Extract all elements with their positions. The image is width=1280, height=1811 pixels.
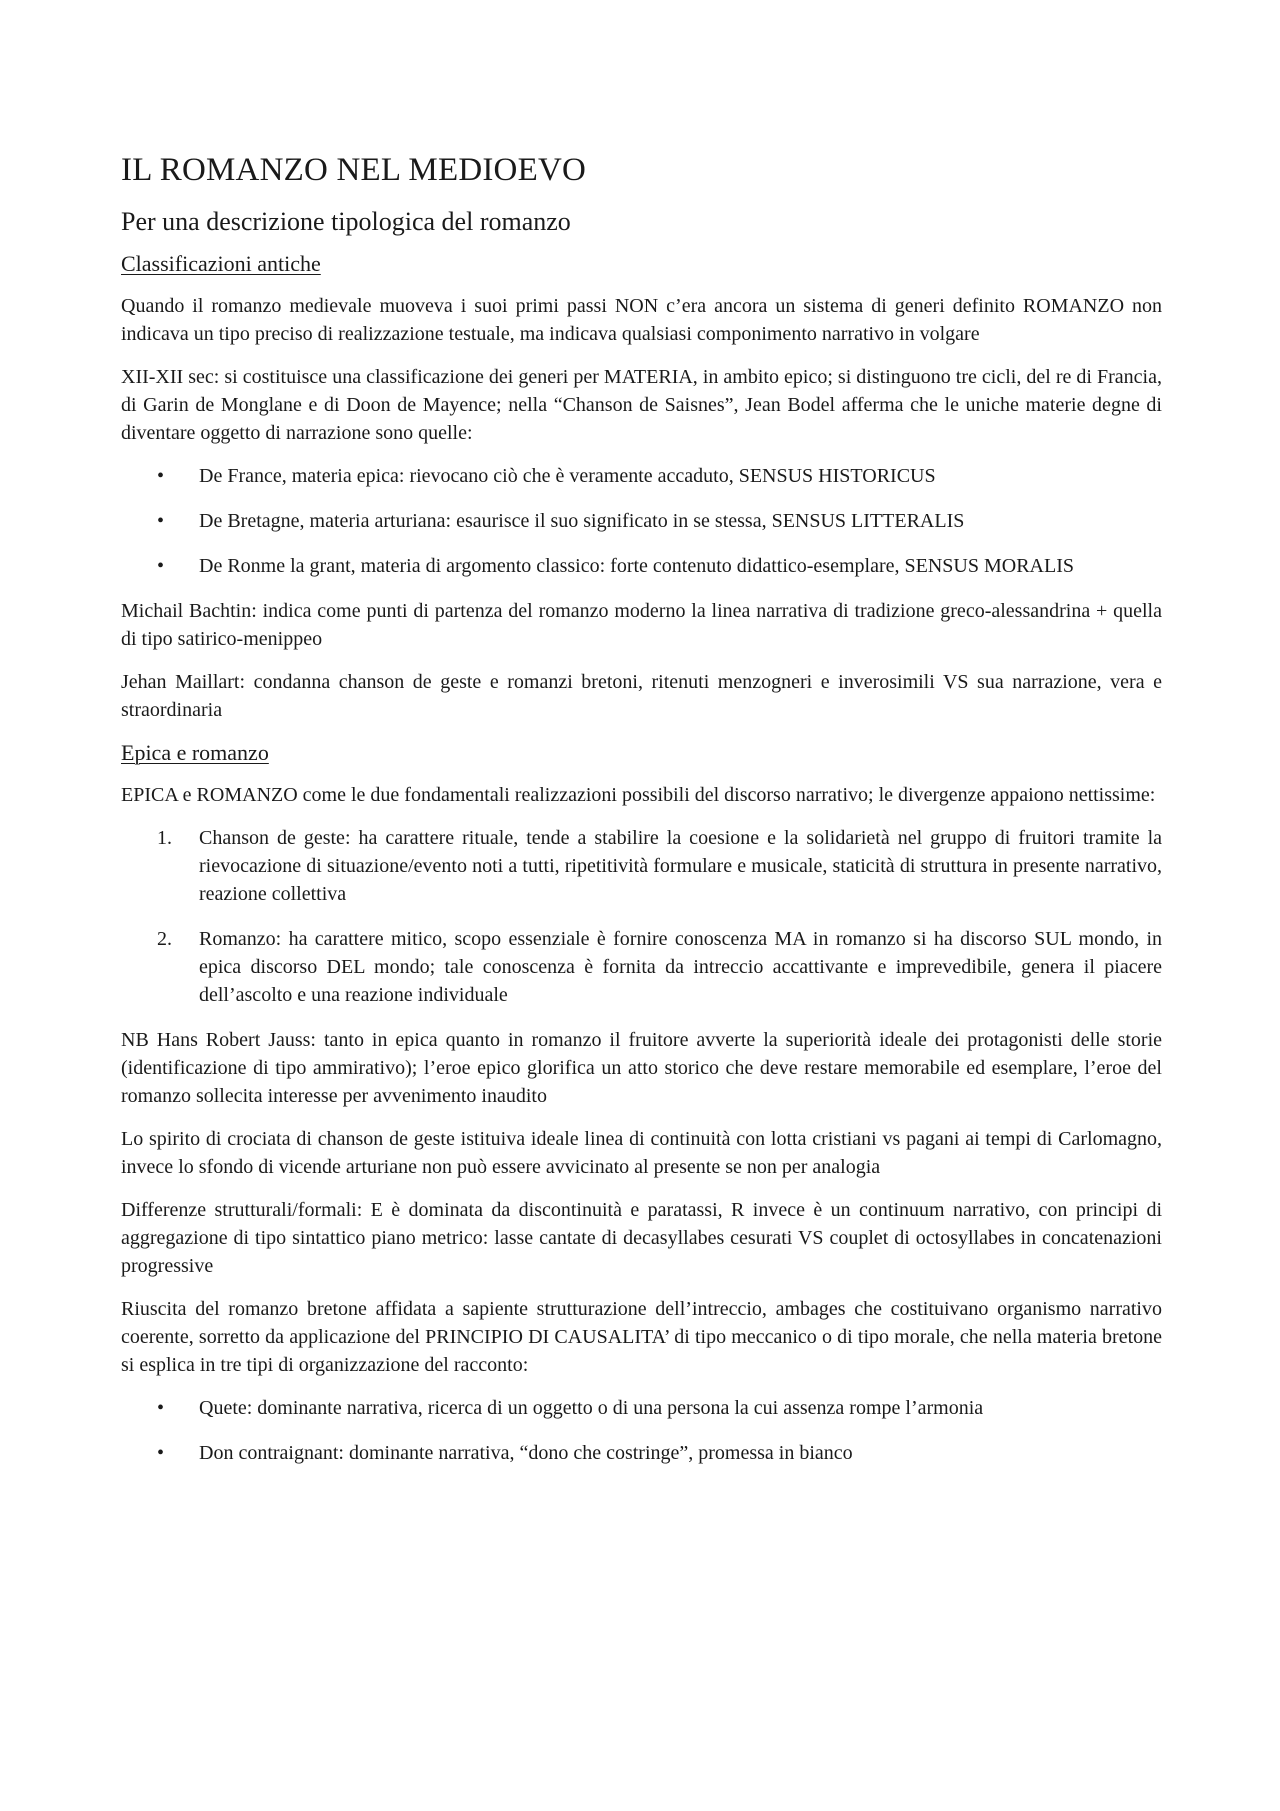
list-item [121,552,1162,580]
bullet-marker: • [157,1442,165,1464]
list-item [121,1439,1162,1467]
list-item-text: Romanzo: ha carattere mitico, scopo essenziale è fornire conoscenza MA in romanzo si ha discorso SUL mondo, in epica discorso DEL mondo; tale conoscenza è fornita da intreccio accattivante e imprevedibile, genera il piacere dell’ascolto e una reazione individuale [199,928,1162,1006]
page-subtitle: Per una descrizione tipologica del romanzo [121,207,571,236]
paragraph: Lo spirito di crociata di chanson de geste istituiva ideale linea di continuità con lotta cristiani vs pagani ai tempi di Carlomagno, invece lo sfondo di vicende arturiane non può essere avvicinato al presente se non per analogia [121,1128,1162,1178]
paragraph: XII-XII sec: si costituisce una classificazione dei generi per MATERIA, in ambito epico; si distinguono tre cicli, del re di Francia, di Garin de Monglane e di Doon de Mayence; nella “Chanson de Saisnes”, Jean Bodel afferma che le uniche materie degne di diventare oggetto di narrazione sono quelle: [121,366,1162,444]
list-item-text: Quete: dominante narrativa, ricerca di un oggetto o di una persona la cui assenza rompe l’armonia [199,1397,984,1419]
number-marker: 1. [157,827,172,849]
paragraph: Riuscita del romanzo bretone affidata a sapiente strutturazione dell’intreccio, ambages che costituivano organismo narrativo coerente, sorretto da applicazione del PRINCIPIO DI CAUSALITA’ di tipo meccanico o di tipo morale, che nella materia bretone si esplica in tre tipi di organizzazione del racconto: [121,1298,1162,1376]
section-classificazioni [121,250,1162,724]
document-page [121,150,1162,1484]
section-heading-epica: Epica e romanzo [121,740,269,765]
list-item [121,1394,1162,1422]
paragraph: Jehan Maillart: condanna chanson de geste e romanzi bretoni, ritenuti menzogneri e inverosimili VS sua narrazione, vera e straordinaria [121,671,1162,721]
list-item [121,824,1162,908]
list-item-text: De Ronme la grant, materia di argomento classico: forte contenuto didattico-esemplare, SENSUS MORALIS [199,555,1074,577]
page-title: IL ROMANZO NEL MEDIOEVO [121,152,587,188]
paragraph: Quando il romanzo medievale muoveva i suoi primi passi NON c’era ancora un sistema di generi definito ROMANZO non indicava un tipo preciso di realizzazione testuale, ma indicava qualsiasi componimento narrativo in volgare [121,295,1162,345]
list-item [121,507,1162,535]
bullet-marker: • [157,1397,165,1419]
bullet-marker: • [157,510,165,532]
paragraph: Differenze strutturali/formali: E è dominata da discontinuità e paratassi, R invece è un continuum narrativo, con principi di aggregazione di tipo sintattico piano metrico: lasse cantate di decasyllabes cesurati VS couplet di octosyllabes in concatenazioni progressive [121,1199,1162,1277]
bullet-marker: • [157,555,165,577]
list-item-text: Chanson de geste: ha carattere rituale, tende a stabilire la coesione e la solidarietà nel gruppo di fruitori tramite la rievocazione di situazione/evento noti a tutti, ripetitività formulare e musicale, staticità di struttura in presente narrativo, reazione collettiva [199,827,1162,905]
bullet-list-organizzazione [121,1394,1162,1467]
number-marker: 2. [157,928,172,950]
bullet-marker: • [157,465,165,487]
bullet-list-materie [121,462,1162,580]
list-item-text: De France, materia epica: rievocano ciò che è veramente accaduto, SENSUS HISTORICUS [199,465,936,487]
list-item-text: De Bretagne, materia arturiana: esaurisce il suo significato in se stessa, SENSUS LITTERALIS [199,510,965,532]
section-heading-classificazioni: Classificazioni antiche [121,251,321,276]
list-item [121,925,1162,1009]
list-item [121,462,1162,490]
section-epica [121,739,1162,1467]
list-item-text: Don contraignant: dominante narrativa, “dono che costringe”, promessa in bianco [199,1442,853,1464]
paragraph: EPICA e ROMANZO come le due fondamentali realizzazioni possibili del discorso narrativo; le divergenze appaiono nettissime: [121,784,1156,806]
paragraph: NB Hans Robert Jauss: tanto in epica quanto in romanzo il fruitore avverte la superiorità ideale dei protagonisti delle storie (identificazione di tipo ammirativo); l’eroe epico glorifica un atto storico che deve restare memorabile ed esemplare, l’eroe del romanzo sollecita interesse per avvenimento inaudito [121,1029,1162,1107]
numbered-list [121,824,1162,1009]
paragraph: Michail Bachtin: indica come punti di partenza del romanzo moderno la linea narrativa di tradizione greco-alessandrina + quella di tipo satirico-menippeo [121,600,1162,650]
